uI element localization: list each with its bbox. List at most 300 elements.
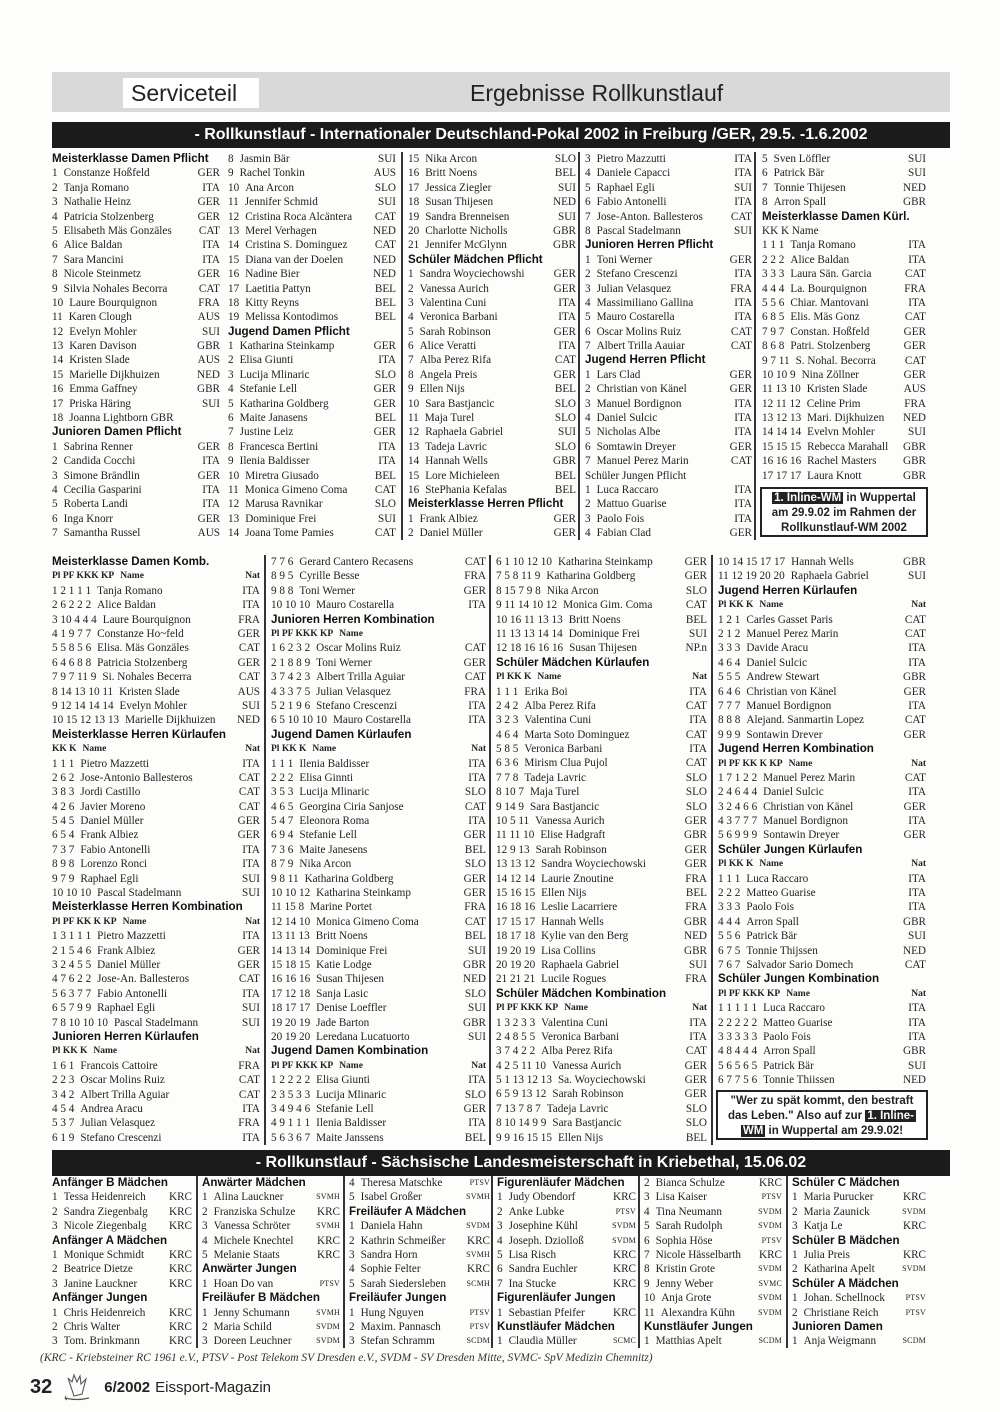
result-row <box>718 699 926 713</box>
name-header: Name <box>82 744 107 755</box>
rank: 2 <box>497 1205 503 1218</box>
rank-headers: Pl PF KKK KP <box>496 1003 559 1014</box>
nation: SUI <box>733 181 752 194</box>
rank: 3 4 9 4 6 <box>271 1102 311 1115</box>
page-number: 32 <box>30 1375 53 1398</box>
athlete-name: Monica Gim. Coma <box>563 599 653 612</box>
rank: 8 8 8 <box>718 714 741 727</box>
rank: 4 <box>349 1177 355 1189</box>
nation: ITA <box>202 484 220 497</box>
rank: 6 5 10 10 10 <box>271 714 327 727</box>
category-subtitle: Schüler Jungen Pflicht <box>585 469 687 482</box>
rank: 6 9 4 <box>271 829 294 842</box>
result-row <box>644 1234 782 1248</box>
result-row <box>497 1277 636 1291</box>
athlete-name: Ina Stucke <box>508 1277 557 1290</box>
nation: GBR <box>902 469 926 482</box>
category-title: Junioren Damen <box>792 1319 883 1333</box>
result-row <box>271 944 486 958</box>
result-row <box>408 469 576 483</box>
result-row <box>496 613 707 627</box>
inline-wm-badge: 1. Inline- <box>867 1110 914 1122</box>
athlete-name: Paolo Fois <box>746 901 794 914</box>
result-row <box>718 656 926 670</box>
result-row <box>271 1116 486 1130</box>
rank: 3 <box>52 196 58 209</box>
rank: 2 6 2 2 2 <box>52 599 92 612</box>
athlete-name: Sandra Brenneisen <box>425 210 510 223</box>
athlete-name: Kristin Grote <box>655 1263 715 1276</box>
rank: 1 <box>52 440 58 453</box>
rank: 1 2 2 2 2 <box>271 1074 311 1087</box>
rank: 3 <box>585 512 591 525</box>
result-row <box>349 1176 490 1190</box>
result-row <box>408 425 576 439</box>
result-row <box>718 1001 926 1015</box>
athlete-name: Jenny Weber <box>655 1277 714 1290</box>
athlete-name: Stefanie Lell <box>316 1102 374 1115</box>
rank: 7 8 10 10 10 <box>52 1016 108 1029</box>
rank: 16 <box>408 167 420 180</box>
rank: 10 <box>228 469 240 482</box>
result-row <box>228 282 396 296</box>
club: KRC <box>168 1263 192 1276</box>
athlete-name: Susan Thijesen <box>425 196 494 209</box>
nation: ITA <box>734 268 752 281</box>
nation: SUI <box>377 512 396 525</box>
result-row <box>52 166 220 180</box>
result-row <box>585 224 752 238</box>
nation: ITA <box>689 685 707 698</box>
result-row <box>271 1088 486 1102</box>
result-row <box>496 1102 707 1116</box>
result-row <box>718 627 926 641</box>
name-header: Name <box>93 1046 118 1057</box>
result-row <box>52 1001 260 1015</box>
nation: ITA <box>689 1016 707 1029</box>
rank: 4 <box>585 167 591 180</box>
category-title: Schüler A Mädchen <box>792 1276 899 1290</box>
rank: 19 20 19 <box>271 1016 311 1029</box>
rank: 7 <box>762 181 768 194</box>
result-row <box>228 253 396 267</box>
rank: 1 <box>408 268 414 281</box>
athlete-name: Matteo Guarise <box>763 1016 833 1029</box>
athlete-name: Javier Moreno <box>80 800 146 813</box>
athlete-name: Sandra Ziegenbalg <box>63 1205 148 1218</box>
result-row <box>52 282 220 296</box>
result-row <box>52 1306 192 1320</box>
athlete-name: Susan Thijesen <box>569 642 637 655</box>
athlete-name: Andrea Aracu <box>80 1102 143 1115</box>
nation: FRA <box>464 570 486 583</box>
result-row <box>349 1262 490 1276</box>
athlete-name: Manuel Bordignon <box>763 815 848 828</box>
nation: SUI <box>688 958 707 971</box>
athlete-name: Daniel Sulcic <box>596 412 658 425</box>
nation: GER <box>684 556 707 568</box>
result-row <box>408 224 576 238</box>
nation: BEL <box>554 484 576 496</box>
result-row <box>496 742 707 756</box>
athlete-name: Pascal Stadelmann <box>596 224 681 237</box>
results-column <box>786 1176 926 1348</box>
result-row <box>52 483 220 497</box>
rank: 8 14 13 10 11 <box>52 685 114 698</box>
rank: 11 13 13 14 14 <box>496 627 563 640</box>
athlete-name: Isabel Großer <box>360 1191 422 1204</box>
athlete-name: Inga Knorr <box>63 512 113 525</box>
athlete-name: Samantha Russel <box>63 527 141 540</box>
nation: SUI <box>467 1002 486 1015</box>
athlete-name: Arron Spall <box>773 196 827 209</box>
rank: 12 <box>228 498 240 511</box>
nation: CAT <box>904 627 926 640</box>
athlete-name: Julian Velasquez <box>80 1117 156 1130</box>
nation: ITA <box>734 498 752 511</box>
nation: ITA <box>378 440 396 453</box>
nation: ITA <box>689 743 707 756</box>
rank: 10 <box>644 1292 656 1305</box>
athlete-name: Sandra Woyciechowshi <box>419 268 525 281</box>
results-column <box>52 555 260 1145</box>
rank: 10 5 11 <box>496 815 530 828</box>
rank-headers: Pl PF KKK KP <box>718 988 781 999</box>
result-row <box>496 627 707 641</box>
result-row <box>271 1016 486 1030</box>
nation: SUI <box>201 397 220 410</box>
event-banner-kriebethal: - Rollkunstlauf - Sächsische Landesmeisterschaft in Kriebethal, 15.06.02 <box>52 1150 950 1176</box>
nation: SLO <box>554 397 576 410</box>
rank: 6 <box>497 1263 503 1276</box>
result-row <box>228 454 396 468</box>
result-row <box>228 353 396 367</box>
nation: SUI <box>467 1030 486 1043</box>
rank: 3 <box>585 282 591 295</box>
result-row <box>792 1306 926 1320</box>
rank: 1 <box>497 1335 503 1348</box>
nation: GBR <box>552 224 576 237</box>
result-row <box>228 440 396 454</box>
rank: 13 <box>52 340 64 353</box>
result-row <box>202 1306 340 1320</box>
athlete-name: Evelyn Mohler <box>119 699 187 712</box>
athlete-name: Patrick Bär <box>773 167 825 180</box>
rank: 13 12 13 <box>762 412 802 425</box>
result-row <box>762 469 926 483</box>
athlete-name: Janine Lauckner <box>63 1277 138 1290</box>
result-row <box>52 368 220 382</box>
rank: 4 3 3 7 5 <box>271 685 311 698</box>
nation: BEL <box>374 412 396 425</box>
athlete-name: Katharina Steinkamp <box>239 340 335 353</box>
athlete-name: Susan Thijesen <box>316 973 385 986</box>
result-row <box>718 958 926 972</box>
athlete-name: Tanja Romano <box>97 584 163 597</box>
athlete-name: Vanessa Aurich <box>419 282 489 295</box>
athlete-name: Frank Albiez <box>80 829 139 842</box>
result-row <box>408 282 576 296</box>
athlete-name: Alice Baldan <box>97 599 156 612</box>
nation: GER <box>463 887 486 900</box>
athlete-name: Kristen Slade <box>69 354 130 367</box>
result-row <box>228 195 396 209</box>
athlete-name: Julian Velasquez <box>596 282 672 295</box>
rank: 2 <box>792 1205 798 1218</box>
nation: CAT <box>374 527 396 540</box>
athlete-name: Mauro Costarella <box>332 714 411 727</box>
nation: GBR <box>902 1045 926 1058</box>
nation: NED <box>237 714 260 727</box>
athlete-name: Sarah Robinson <box>419 325 491 338</box>
athlete-name: Hannah Wells <box>791 556 854 568</box>
athlete-name: Britt Noens <box>315 930 368 943</box>
result-row <box>718 1059 926 1073</box>
nation: SLO <box>685 1102 707 1115</box>
rank: 16 18 16 <box>496 901 536 914</box>
result-row <box>52 1262 192 1276</box>
result-row <box>52 1102 260 1116</box>
result-row <box>52 512 220 526</box>
column-header <box>718 857 926 871</box>
athlete-name: Miretra Giusado <box>245 469 319 482</box>
rank: 7 <box>585 340 591 353</box>
nation: ITA <box>734 412 752 425</box>
rank: 14 <box>52 354 64 367</box>
result-row <box>762 296 926 310</box>
club: SCDM <box>758 1336 782 1346</box>
athlete-name: Merel Verhagen <box>245 224 317 237</box>
rank: 17 12 18 <box>271 987 311 1000</box>
athlete-name: Rachel Masters <box>807 455 877 468</box>
nation: GBR <box>902 440 926 453</box>
result-row <box>52 814 260 828</box>
nation: ITA <box>734 426 752 439</box>
rank: 15 15 15 <box>762 440 802 453</box>
result-row <box>408 195 576 209</box>
athlete-name: Nika Arcon <box>299 858 352 871</box>
rank: 1 7 1 2 2 <box>718 771 758 784</box>
nation: SUI <box>241 887 260 900</box>
nation: GER <box>903 340 926 353</box>
result-row <box>792 1248 926 1262</box>
rank: 11 <box>228 484 239 496</box>
rank: 6 <box>408 340 414 353</box>
column-header <box>52 1044 260 1058</box>
athlete-name: Sa. Woyciechowski <box>557 1074 646 1087</box>
nation: GER <box>553 268 576 281</box>
result-row <box>496 828 707 842</box>
rank-headers: Pl KK K <box>496 672 532 683</box>
rank: 4 <box>52 210 58 223</box>
athlete-name: S. Nohal. Becorra <box>795 354 876 367</box>
rank: 4 6 5 <box>271 800 294 813</box>
athlete-name: Tanja Romano <box>63 181 129 194</box>
nation: GER <box>463 584 486 597</box>
athlete-name: Alba Perez Rifa <box>541 1045 613 1058</box>
rank: 5 5 5 <box>718 671 741 684</box>
rank: 1 1 1 <box>762 239 785 252</box>
rank: 4 2 6 <box>52 800 75 813</box>
athlete-name: Marta Soto Dominguez <box>524 728 630 741</box>
result-row <box>762 267 926 281</box>
nation: GER <box>684 815 707 828</box>
athlete-name: Lisa Kaiser <box>655 1191 707 1204</box>
result-row <box>52 296 220 310</box>
result-row <box>271 987 486 1001</box>
result-row <box>496 699 707 713</box>
skate-wing-logo-icon <box>60 1372 94 1402</box>
rank: 8 15 7 9 8 <box>496 584 541 597</box>
result-row <box>271 1073 486 1087</box>
athlete-name: Franziska Schulze <box>213 1205 296 1218</box>
athlete-name: Laura Sän. Garcia <box>790 268 872 281</box>
nat-header: Nat <box>245 571 260 582</box>
result-row <box>497 1205 636 1219</box>
athlete-name: Eleonora Roma <box>299 815 370 828</box>
result-row <box>496 728 707 742</box>
result-row <box>271 699 486 713</box>
nation: SLO <box>464 858 486 871</box>
rank: 6 <box>585 440 591 453</box>
rank: 16 <box>52 383 64 396</box>
rank: 1 <box>585 253 591 266</box>
result-row <box>408 512 576 526</box>
athlete-name: Priska Häring <box>69 397 132 410</box>
athlete-name: La. Bourquignon <box>790 282 867 295</box>
club: SVDM <box>758 1264 782 1274</box>
athlete-name: Kristen Slade <box>806 383 868 396</box>
nation: CAT <box>554 354 576 367</box>
rank: 2 2 2 <box>271 771 294 784</box>
athlete-name: Fabio Antonelli <box>80 843 151 856</box>
result-row <box>585 440 752 454</box>
club: KRC <box>316 1248 340 1261</box>
category-title: Schüler B Mädchen <box>792 1233 900 1247</box>
athlete-name: Raphaela Gabriel <box>541 958 620 971</box>
nation: SUI <box>907 570 926 583</box>
nation: ITA <box>242 1131 260 1144</box>
athlete-name: Denise Loeffler <box>316 1002 387 1015</box>
result-row <box>585 296 752 310</box>
nat-header: Nat <box>692 1003 707 1014</box>
rank: 17 <box>408 181 420 194</box>
rank: 17 17 17 <box>762 469 802 482</box>
result-row <box>792 1219 926 1233</box>
nation: GER <box>684 570 707 583</box>
result-row <box>52 613 260 627</box>
athlete-name: Ilenia Baldisser <box>239 455 310 468</box>
athlete-name: Judy Obendorf <box>508 1191 576 1204</box>
athlete-name: Sandra Horn <box>360 1248 418 1261</box>
athlete-name: Mauro Costarella <box>316 599 395 612</box>
result-row <box>496 598 707 612</box>
rank: 14 12 14 <box>496 872 536 885</box>
athlete-name: Valentina Cuni <box>419 296 487 309</box>
result-row <box>496 713 707 727</box>
nation: ITA <box>734 167 752 180</box>
rank: 18 <box>228 296 240 309</box>
nation: SUI <box>907 167 926 180</box>
result-row <box>271 843 486 857</box>
result-row <box>349 1190 490 1204</box>
rank: 3 <box>52 1335 58 1348</box>
nation: CAT <box>904 958 926 971</box>
athlete-name: Karen Davison <box>69 340 137 353</box>
nation: ITA <box>689 714 707 727</box>
athlete-name: Tadeja Lavric <box>546 1102 609 1115</box>
rank: 3 10 4 4 4 <box>52 613 97 626</box>
result-row <box>762 382 926 396</box>
nation: GER <box>237 815 260 828</box>
athlete-name: Francesca Bertini <box>239 440 319 453</box>
notice-text: in Wuppertal am 29.9.02! <box>768 1125 904 1137</box>
rank: 21 21 21 <box>496 973 536 986</box>
rank-headers: Pl PF KKK KP <box>52 571 115 582</box>
result-row <box>52 526 220 540</box>
results-column <box>228 152 396 541</box>
result-row <box>585 310 752 324</box>
rank: 11 13 10 <box>762 383 801 396</box>
result-row <box>496 814 707 828</box>
athlete-name: Dominique Frei <box>316 944 388 957</box>
nation: GER <box>463 872 486 885</box>
athlete-name: Tina Neumann <box>655 1205 722 1218</box>
nation: FRA <box>730 282 752 295</box>
rank: 15 <box>408 153 420 165</box>
rank: 9 8 11 <box>271 872 299 885</box>
result-row <box>496 900 707 914</box>
nation: CAT <box>238 786 260 799</box>
result-row <box>718 828 926 842</box>
rank: 1 <box>792 1248 798 1261</box>
rank: 1 <box>202 1191 208 1204</box>
athlete-name: Elisa Giunti <box>239 354 294 367</box>
name-header: Name <box>759 859 784 870</box>
nation: ITA <box>734 484 752 497</box>
rank: 10 <box>228 181 240 194</box>
athlete-name: Lucija Mlinaric <box>299 786 370 799</box>
athlete-name: Christian von Känel <box>746 685 837 698</box>
rank: 10 10 10 <box>52 887 92 900</box>
athlete-name: Katharina Apelt <box>803 1263 875 1276</box>
athlete-name: Tanja Romano <box>790 239 856 252</box>
name-header: Name <box>537 672 562 683</box>
nation: GBR <box>462 958 486 971</box>
rank: 3 2 4 6 6 <box>718 800 758 813</box>
rank: 5 <box>762 153 768 165</box>
nation: FRA <box>238 1117 260 1130</box>
result-row <box>644 1205 782 1219</box>
rank: 10 10 12 <box>271 887 311 900</box>
category-title: Anwärter Jungen <box>202 1262 297 1276</box>
result-row <box>271 958 486 972</box>
nation: CAT <box>904 613 926 626</box>
category-title: Freiläufer Jungen <box>349 1291 447 1305</box>
result-row <box>762 339 926 353</box>
rank: 4 <box>349 1263 355 1276</box>
column-header <box>718 598 926 612</box>
result-row <box>496 685 707 699</box>
athlete-name: Veronica Barbani <box>541 1030 620 1043</box>
nation: ITA <box>468 815 486 828</box>
result-row <box>52 872 260 886</box>
rank: 16 <box>408 484 420 496</box>
club: SVDM <box>316 1336 340 1346</box>
nation: BEL <box>374 469 396 482</box>
rank: 1 <box>52 1248 58 1261</box>
result-row <box>52 685 260 699</box>
